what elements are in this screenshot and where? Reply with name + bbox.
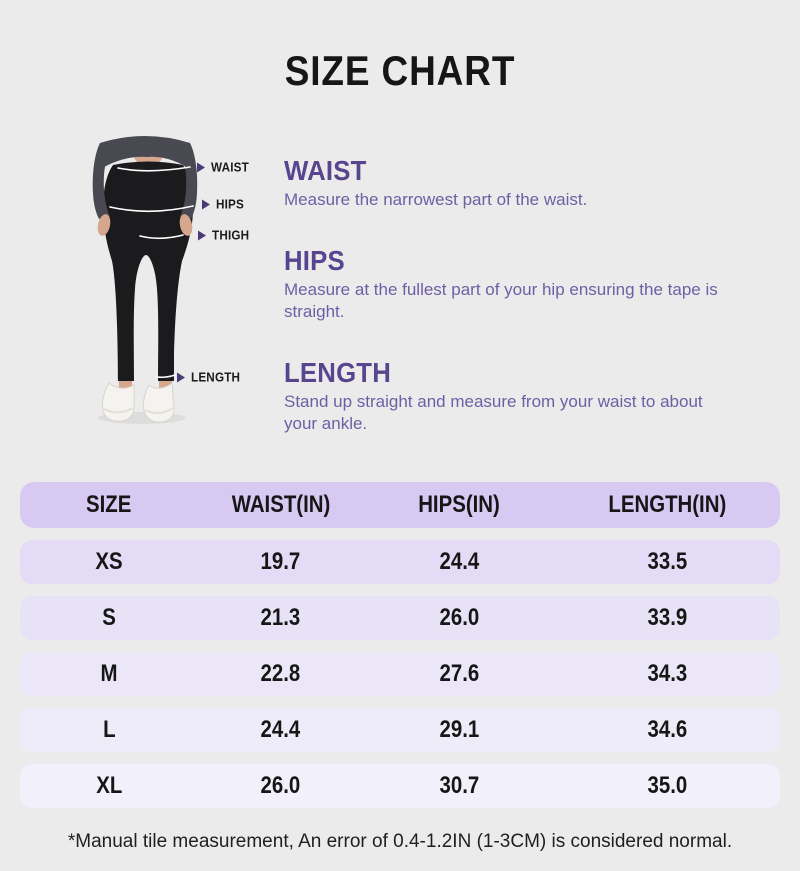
figure-label-thigh <box>198 228 253 243</box>
table-cell: 26.0 <box>260 772 301 799</box>
section-description: Measure the narrowest part of the waist. <box>284 190 588 210</box>
table-cell: 35.0 <box>647 772 688 799</box>
right-shoe <box>143 383 174 422</box>
table-cell: 21.3 <box>260 604 301 631</box>
table-row-xs <box>20 540 780 584</box>
page-title-text: SIZE CHART <box>284 47 516 94</box>
table-cell: S <box>102 604 116 631</box>
table-cell: 27.6 <box>439 660 479 687</box>
table-cell: M <box>100 660 118 687</box>
footnote: *Manual tile measurement, An error of 0.4-1.2IN (1-3CM) is considered normal. <box>67 831 733 852</box>
section-description: Measure at the fullest part of your hip ensuring the tape is straight. <box>284 280 718 321</box>
section-heading: LENGTH <box>284 356 392 388</box>
table-cell: 24.4 <box>439 548 479 575</box>
figure-label-text: THIGH <box>212 227 250 243</box>
arrow-right-icon <box>197 162 205 172</box>
figure-label-text: HIPS <box>216 196 245 212</box>
table-header-hips: HIPS(IN) <box>418 491 500 518</box>
table-header-size: SIZE <box>86 491 132 518</box>
table-cell: 34.6 <box>647 716 688 743</box>
figure-label-text: LENGTH <box>191 369 241 385</box>
left-shoe <box>102 383 134 421</box>
leggings <box>103 162 193 382</box>
table-cell: 29.1 <box>439 716 479 743</box>
table-row-l <box>20 708 780 752</box>
arrow-right-icon <box>202 199 210 209</box>
table-row-m <box>20 652 780 696</box>
measure-section-hips <box>284 246 736 323</box>
table-cell: XS <box>95 548 123 575</box>
table-row-s <box>20 596 780 640</box>
section-heading: HIPS <box>284 244 345 276</box>
size-table <box>20 482 780 820</box>
table-cell: 19.7 <box>260 548 301 575</box>
section-heading: WAIST <box>284 155 367 186</box>
table-cell: 26.0 <box>439 604 479 631</box>
measure-instructions <box>284 156 736 469</box>
table-cell: 33.9 <box>647 604 688 631</box>
table-cell: 33.5 <box>647 548 688 575</box>
figure-label-waist <box>197 160 253 175</box>
section-description: Stand up straight and measure from your waist to about your ankle. <box>284 391 703 433</box>
figure-label-hips <box>202 197 247 212</box>
table-cell: 34.3 <box>647 660 688 687</box>
measure-section-waist <box>284 156 736 211</box>
table-row-xl <box>20 764 780 808</box>
arrow-right-icon <box>198 230 206 240</box>
table-header-row <box>20 482 780 528</box>
measure-section-length <box>284 358 736 435</box>
page-title <box>0 47 800 94</box>
table-cell: L <box>102 716 116 743</box>
arrow-right-icon <box>177 372 185 382</box>
figure-label-length <box>177 370 246 385</box>
figure-label-text: WAIST <box>211 159 249 175</box>
table-header-length: LENGTH(IN) <box>608 491 727 518</box>
table-cell: 22.8 <box>260 660 301 687</box>
table-header-waist: WAIST(IN) <box>231 491 330 518</box>
table-cell: 24.4 <box>260 716 301 743</box>
table-cell: XL <box>95 772 123 799</box>
table-cell: 30.7 <box>439 772 479 799</box>
